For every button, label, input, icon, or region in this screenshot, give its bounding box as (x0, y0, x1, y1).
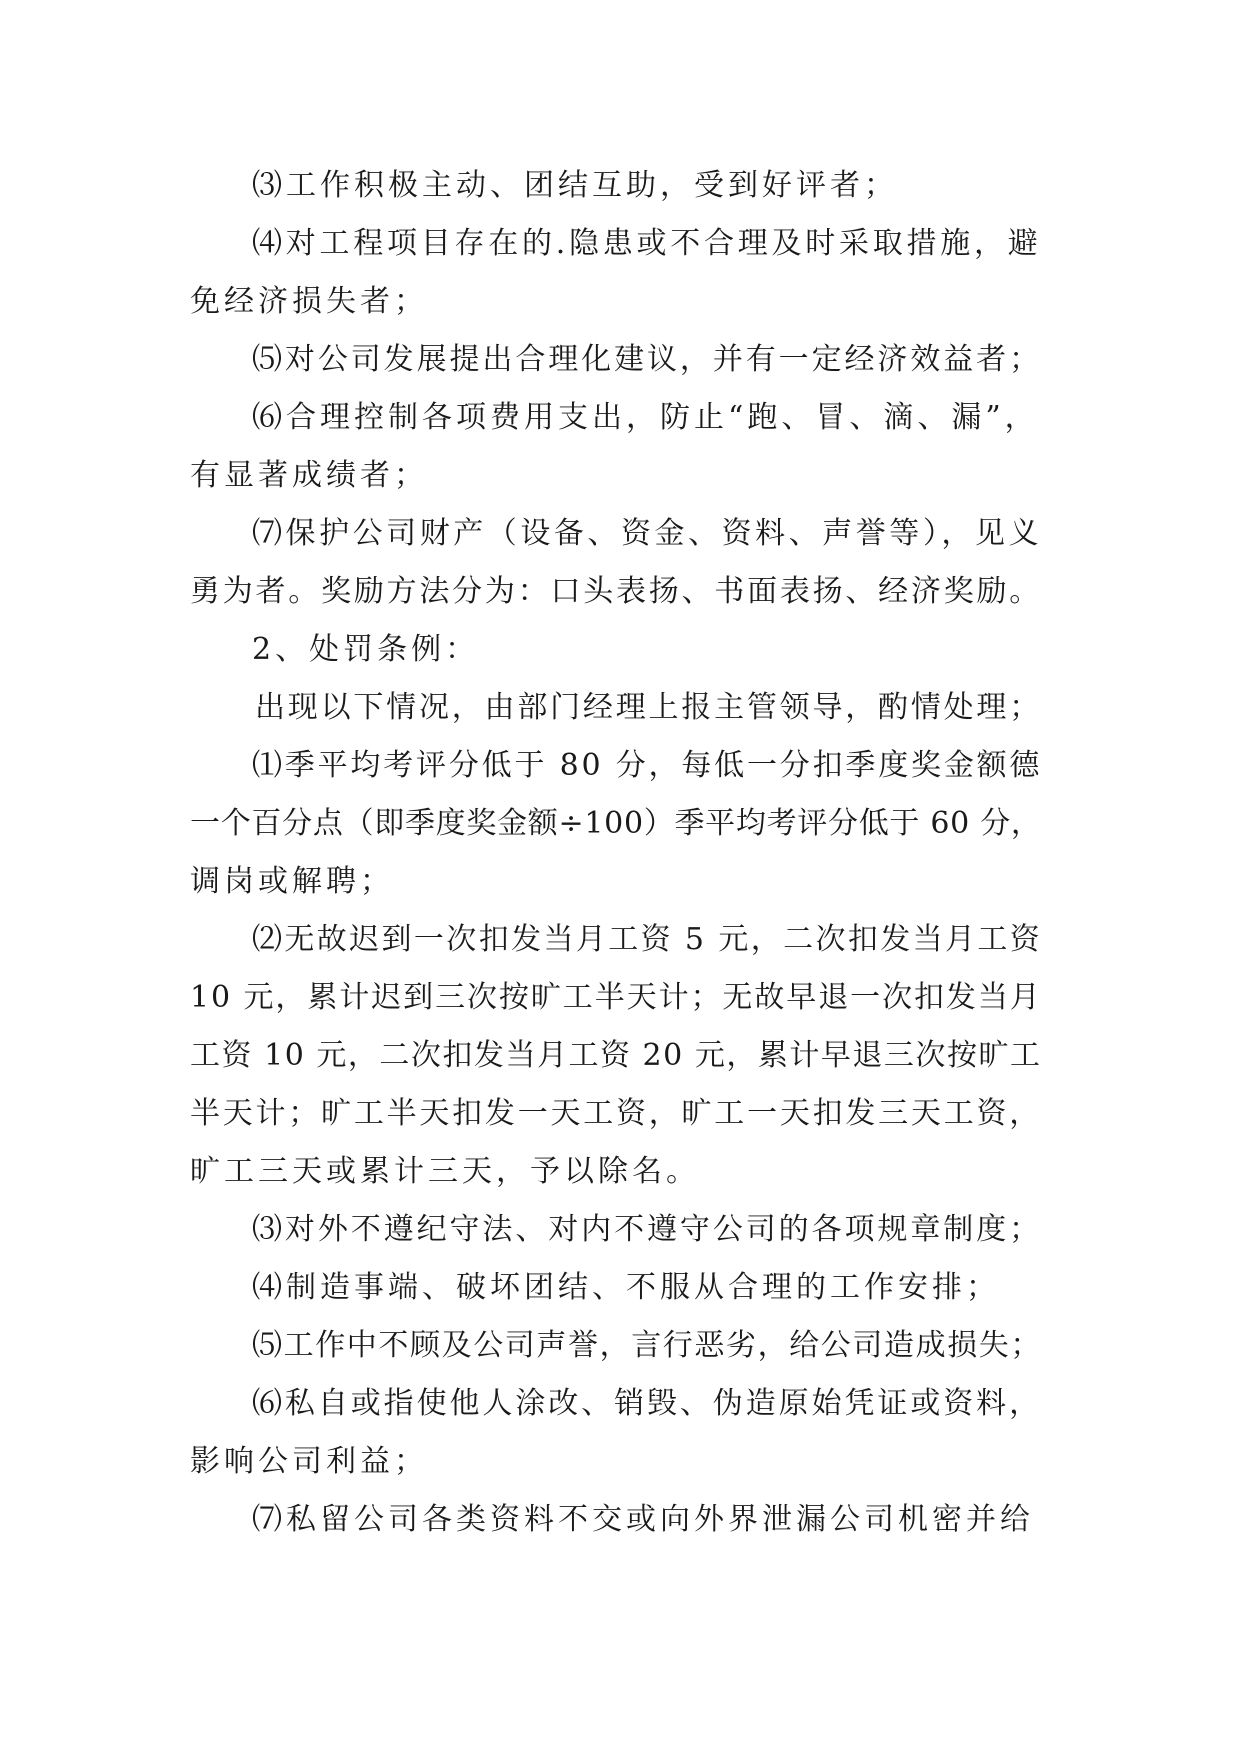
paragraph-penalty-5: ⑸工作中不顾及公司声誉，言行恶劣，给公司造成损失； (252, 1328, 1042, 1363)
paragraph-penalty-1: ⑴季平均考评分低于 80 分，每低一分扣季度奖金额德 (252, 748, 1043, 783)
text-line (0, 1490, 1241, 1550)
paragraph-reward-6: ⑹合理控制各项费用支出，防止“跑、冒、滴、漏”， (252, 400, 1039, 435)
paragraph-reward-4: ⑷对工程项目存在的.隐患或不合理及时采取措施，避 (252, 226, 1042, 261)
paragraph-penalty-1-cont: 调岗或解聘； (190, 864, 394, 899)
paragraph-penalty-6-cont: 影响公司利益； (190, 1444, 428, 1479)
text-line (0, 330, 1241, 390)
paragraph-penalty-2-cont: 工资 10 元，二次扣发当月工资 20 元，累计早退三次按旷工 (190, 1038, 1042, 1073)
paragraph-penalty-2-cont: 10 元，累计迟到三次按旷工半天计；无故早退一次扣发当月 (190, 980, 1042, 1015)
paragraph-reward-5: ⑸对公司发展提出合理化建议，并有一定经济效益者； (252, 342, 1042, 377)
text-line (0, 1316, 1241, 1376)
paragraph-penalty-2-cont: 半天计；旷工半天扣发一天工资，旷工一天扣发三天工资， (190, 1096, 1042, 1131)
text-line (0, 156, 1241, 216)
text-line (0, 562, 1241, 622)
paragraph-penalty-7: ⑺私留公司各类资料不交或向外界泄漏公司机密并给 (252, 1502, 1034, 1537)
text-line (0, 1258, 1241, 1318)
text-line (0, 272, 1241, 332)
text-line (0, 910, 1241, 970)
text-line (0, 1026, 1241, 1086)
paragraph-penalty-2-cont: 旷工三天或累计三天，予以除名。 (190, 1154, 700, 1189)
paragraph-reward-7: ⑺保护公司财产（设备、资金、资料、声誉等），见义 (252, 516, 1042, 551)
text-line (0, 388, 1241, 448)
text-line (0, 1432, 1241, 1492)
paragraph-penalty-3: ⑶对外不遵纪守法、对内不遵守公司的各项规章制度； (252, 1212, 1042, 1247)
paragraph-penalty-2: ⑵无故迟到一次扣发当月工资 5 元，二次扣发当月工资 (252, 922, 1043, 957)
paragraph-penalty-4: ⑷制造事端、破坏团结、不服从合理的工作安排； (252, 1270, 1000, 1305)
paragraph-reward-6-cont: 有显著成绩者； (190, 458, 428, 493)
section-heading-penalty: 2、处罚条例： (252, 632, 480, 667)
text-line (0, 1374, 1241, 1434)
paragraph-penalty-intro: 出现以下情况，由部门经理上报主管领导，酌情处理； (255, 690, 1042, 725)
text-line (0, 620, 1241, 680)
paragraph-penalty-6: ⑹私自或指使他人涂改、销毁、伪造原始凭证或资料， (252, 1386, 1042, 1421)
text-line (0, 736, 1241, 796)
text-line (0, 214, 1241, 274)
paragraph-reward-7-cont: 勇为者。奖励方法分为：口头表扬、书面表扬、经济奖励。 (190, 574, 1042, 609)
paragraph-reward-4-cont: 免经济损失者； (190, 284, 428, 319)
text-line (0, 446, 1241, 506)
text-line (0, 504, 1241, 564)
text-line (0, 1200, 1241, 1260)
text-line (0, 968, 1241, 1028)
text-line (0, 1084, 1241, 1144)
text-line (0, 852, 1241, 912)
text-line (0, 678, 1241, 738)
text-line (0, 794, 1241, 854)
text-line (0, 1142, 1241, 1202)
paragraph-penalty-1-cont: 一个百分点（即季度奖金额÷100）季平均考评分低于 60 分， (190, 806, 1042, 841)
paragraph-reward-3: ⑶工作积极主动、团结互助，受到好评者； (252, 168, 898, 203)
